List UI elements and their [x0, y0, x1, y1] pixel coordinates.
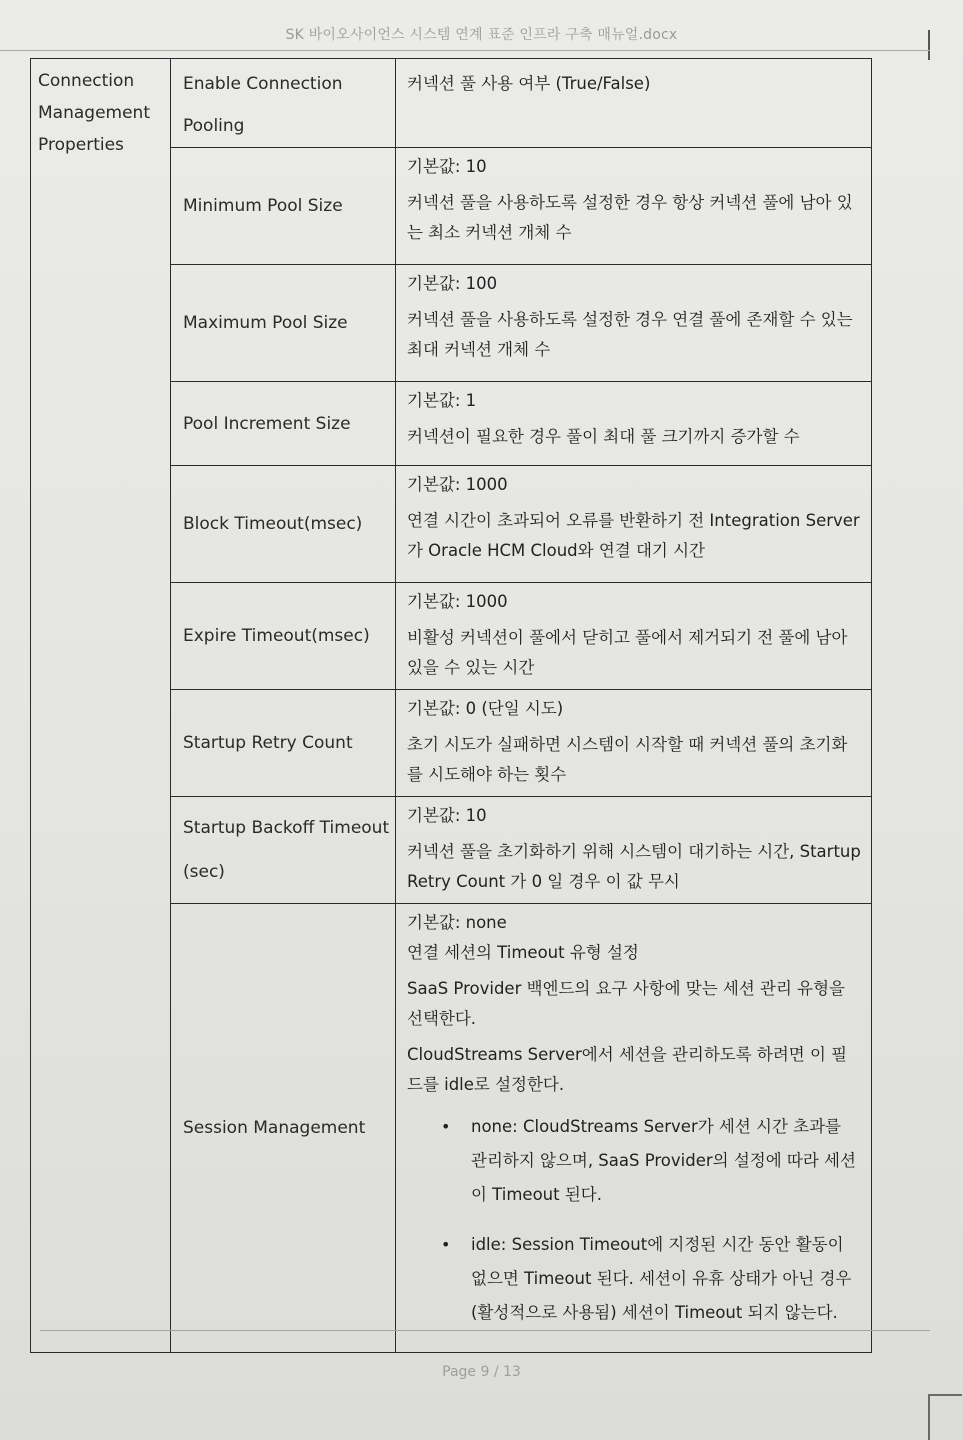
- document-header: SK 바이오사이언스 시스템 연계 표준 인프라 구축 매뉴얼.docx: [285, 27, 678, 43]
- session-option-list: [407, 1110, 861, 1330]
- property-description-cell: [396, 904, 872, 1353]
- description-text: 초기 시도가 실패하면 시스템이 시작할 때 커넥션 풀의 초기화를 시도해야 하는 횟수: [407, 735, 848, 784]
- property-name-cell: Minimum Pool Size: [171, 148, 396, 265]
- property-name-cell: Startup Retry Count: [171, 690, 396, 797]
- default-value-text: 기본값: 10: [407, 806, 487, 825]
- property-name-cell: Session Management: [171, 904, 396, 1353]
- footer-rule: [40, 1330, 930, 1331]
- default-value-text: 기본값: 1000: [407, 475, 508, 494]
- description-text: 비활성 커넥션이 풀에서 닫히고 풀에서 제거되기 전 풀에 남아 있을 수 있는 시간: [407, 628, 848, 677]
- default-value-text: 기본값: 1: [407, 391, 477, 410]
- property-description-cell: [396, 265, 872, 382]
- default-value-text: 기본값: 1000: [407, 592, 508, 611]
- property-description-cell: [396, 690, 872, 797]
- property-description-cell: [396, 148, 872, 265]
- corner-mark: [928, 1394, 962, 1396]
- description-text: SaaS Provider 백엔드의 요구 사항에 맞는 세션 관리 유형을 선택한다.: [407, 979, 845, 1028]
- corner-mark-vertical: [928, 1394, 930, 1440]
- property-name-cell: Maximum Pool Size: [171, 265, 396, 382]
- list-item: [407, 1110, 861, 1212]
- description-text: 커넥션이 필요한 경우 풀이 최대 풀 크기까지 증가할 수: [407, 427, 800, 446]
- property-name-cell: Enable Connection Pooling: [171, 59, 396, 148]
- property-description-cell: [396, 583, 872, 690]
- description-text: CloudStreams Server에서 세션을 관리하도록 하려면 이 필드를 idle로 설정한다.: [407, 1045, 848, 1094]
- property-name-cell: Block Timeout(msec): [171, 466, 396, 583]
- group-label-cell: Connection Management Properties: [31, 59, 171, 1353]
- list-item-text: none: CloudStreams Server가 세션 시간 초과를 관리하지 않으며, SaaS Provider의 설정에 따라 세션이 Timeout 된다.: [471, 1117, 856, 1204]
- bullet-icon: •: [441, 1235, 451, 1254]
- description-text: 커넥션 풀을 초기화하기 위해 시스템이 대기하는 시간, Startup Retry Count 가 0 일 경우 이 값 무시: [407, 842, 861, 891]
- description-text: 연결 시간이 초과되어 오류를 반환하기 전 Integration Server가 Oracle HCM Cloud와 연결 대기 시간: [407, 511, 860, 560]
- list-item: [407, 1228, 861, 1330]
- page-edge-mark: [928, 30, 930, 60]
- table-row: [31, 59, 872, 148]
- header-rule: [0, 50, 930, 51]
- connection-properties-table: [30, 58, 872, 1353]
- default-value-text: 기본값: none: [407, 913, 507, 932]
- default-value-text: 기본값: 100: [407, 274, 498, 293]
- property-description-cell: [396, 59, 872, 148]
- default-value-text: 기본값: 0 (단일 시도): [407, 699, 564, 718]
- description-text: 커넥션 풀을 사용하도록 설정한 경우 연결 풀에 존재할 수 있는 최대 커넥션 개체 수: [407, 310, 853, 359]
- description-text: 연결 세션의 Timeout 유형 설정: [407, 943, 639, 962]
- property-name-cell: Expire Timeout(msec): [171, 583, 396, 690]
- description-text: 커넥션 풀을 사용하도록 설정한 경우 항상 커넥션 풀에 남아 있는 최소 커넥션 개체 수: [407, 193, 853, 242]
- default-value-text: 기본값: 10: [407, 157, 487, 176]
- property-name-cell: Pool Increment Size: [171, 382, 396, 466]
- property-description-cell: [396, 382, 872, 466]
- description-text: 커넥션 풀 사용 여부 (True/False): [407, 74, 651, 93]
- page-number: Page 9 / 13: [442, 1364, 521, 1380]
- list-item-text: idle: Session Timeout에 지정된 시간 동안 활동이 없으면 Timeout 된다. 세션이 유휴 상태가 아닌 경우 (활성적으로 사용됨) 세션이 Timeout 되지 않는다.: [471, 1235, 852, 1322]
- bullet-icon: •: [441, 1117, 451, 1136]
- property-name-cell: Startup Backoff Timeout (sec): [171, 797, 396, 904]
- property-description-cell: [396, 797, 872, 904]
- property-description-cell: [396, 466, 872, 583]
